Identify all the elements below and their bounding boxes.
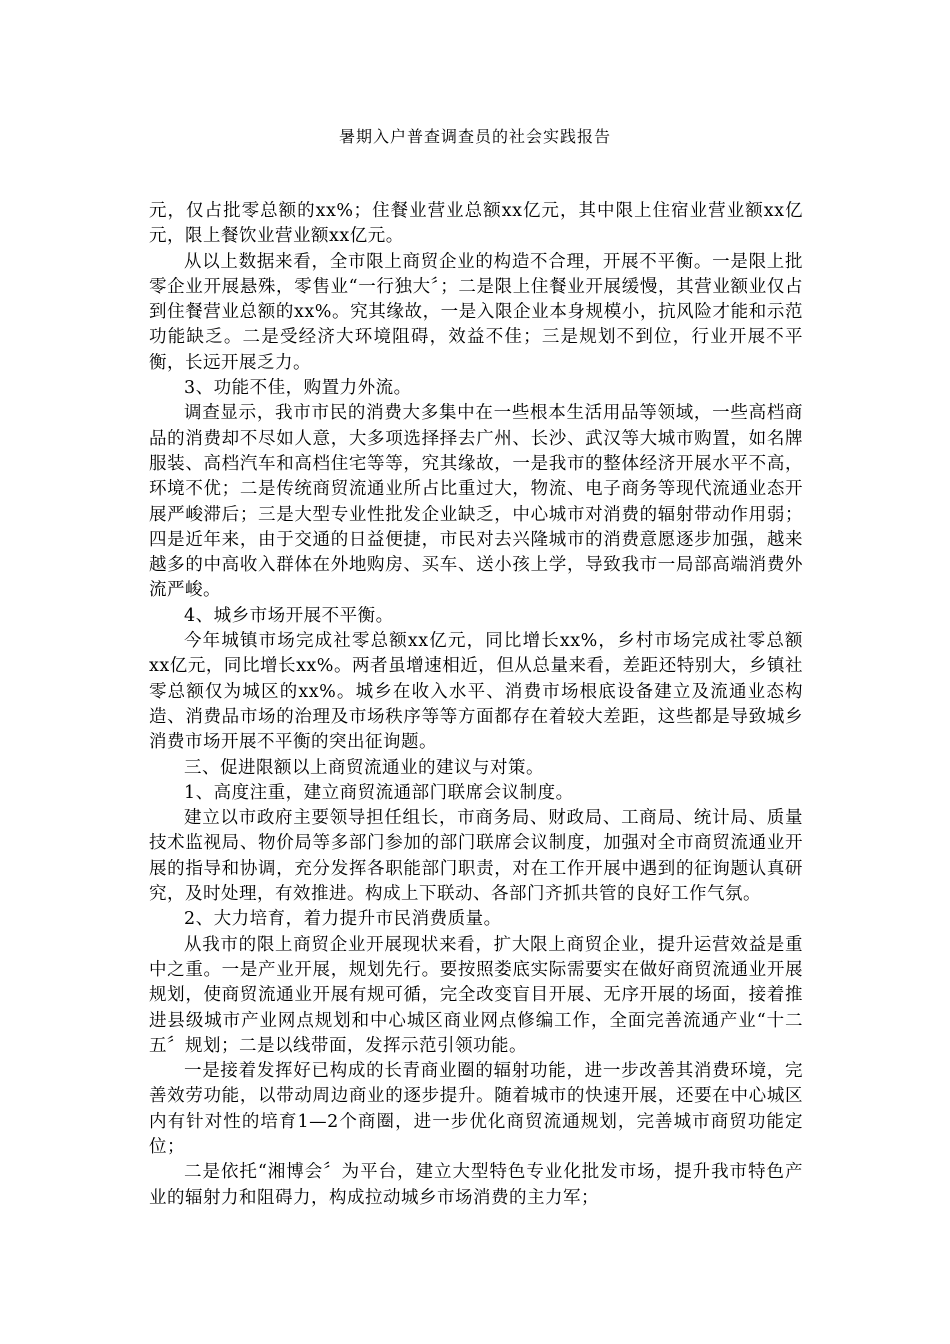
paragraph-11: 从我市的限上商贸企业开展现状来看，扩大限上商贸企业，提升运营效益是重中之重。一是产业开展，规划先行。要按照娄底实际需要实在做好商贸流通业开展规划，使商贸流通业开展有规可循，完全改变盲目开展、无序开展的场面，接着推进县级城市产业网点规划和中心城区商业网点修编工作，全面完善流通产业“十二五〞规划；二是以线带面，发挥示范引领功能。 — [149, 934, 803, 1056]
paragraph-12: 一是接着发挥好已构成的长青商业圈的辐射功能，进一步改善其消费环境，完善效劳功能，以带动周边商业的逐步提升。随着城市的快速开展，还要在中心城区内有针对性的培育1—2个商圈，进一步优化商贸流通规划，完善城市商贸功能定位； — [149, 1061, 803, 1157]
paragraph-3-heading: 3、功能不佳，购置力外流。 — [184, 378, 412, 399]
paragraph-8-heading: 1、高度注重，建立商贸流通部门联席会议制度。 — [184, 782, 574, 803]
document-title: 暑期入户普查调查员的社会实践报告 — [338, 127, 611, 146]
paragraph-10-heading: 2、大力培育，着力提升市民消费质量。 — [184, 909, 502, 930]
paragraph-1: 元，仅占批零总额的xx%；住餐业营业总额xx亿元，其中限上住宿业营业额xx亿元，限上餐饮业营业额xx亿元。 — [149, 201, 803, 247]
paragraph-9: 建立以市政府主要领导担任组长，市商务局、财政局、工商局、统计局、质量技术监视局、物价局等多部门参加的部门联席会议制度，加强对全市商贸流通业开展的指导和协调，充分发挥各职能部门职责，对在工作开展中遇到的征询题认真研究，及时处理，有效推进。构成上下联动、各部门齐抓共管的良好工作气氛。 — [149, 808, 803, 905]
paragraph-2: 从以上数据来看，全市限上商贸企业的构造不合理，开展不平衡。一是限上批零企业开展悬殊，零售业“一行独大〞；二是限上住餐业开展缓慢，其营业额业仅占到住餐营业总额的xx%。究其缘故，一是入限企业本身规模小，抗风险才能和示范功能缺乏。二是受经济大环境阻碍，效益不佳；三是规划不到位，行业开展不平衡，长远开展乏力。 — [149, 251, 803, 373]
document-body — [149, 199, 803, 1211]
paragraph-13: 二是依托“湘博会〞为平台，建立大型特色专业化批发市场，提升我市特色产业的辐射力和阻碍力，构成拉动城乡市场消费的主力军； — [149, 1162, 803, 1208]
paragraph-5-heading: 4、城乡市场开展不平衡。 — [184, 605, 394, 626]
paragraph-7-section-heading: 三、促进限额以上商贸流通业的建议与对策。 — [184, 757, 544, 778]
paragraph-4: 调查显示，我市市民的消费大多集中在一些根本生活用品等领域，一些高档商品的消费却不尽如人意，大多项选择择去广州、长沙、武汉等大城市购置，如名牌服装、高档汽车和高档住宅等等，究其缘故，一是我市的整体经济开展水平不高，环境不优；二是传统商贸流通业所占比重过大，物流、电子商务等现代流通业态开展严峻滞后；三是大型专业性批发企业缺乏，中心城市对消费的辐射带动作用弱；四是近年来，由于交通的日益便捷，市民对去兴隆城市的消费意愿逐步加强，越来越多的中高收入群体在外地购房、买车、送小孩上学，导致我市一局部高端消费外流严峻。 — [149, 403, 803, 601]
paragraph-6: 今年城镇市场完成社零总额xx亿元，同比增长xx%，乡村市场完成社零总额xx亿元，同比增长xx%。两者虽增速相近，但从总量来看，差距还特别大，乡镇社零总额仅为城区的xx%。城乡在收入水平、消费市场根底设备建立及流通业态构造、消费品市场的治理及市场秩序等等方面都存在着较大差距，这些都是导致城乡消费市场开展不平衡的突出征询题。 — [149, 631, 803, 753]
